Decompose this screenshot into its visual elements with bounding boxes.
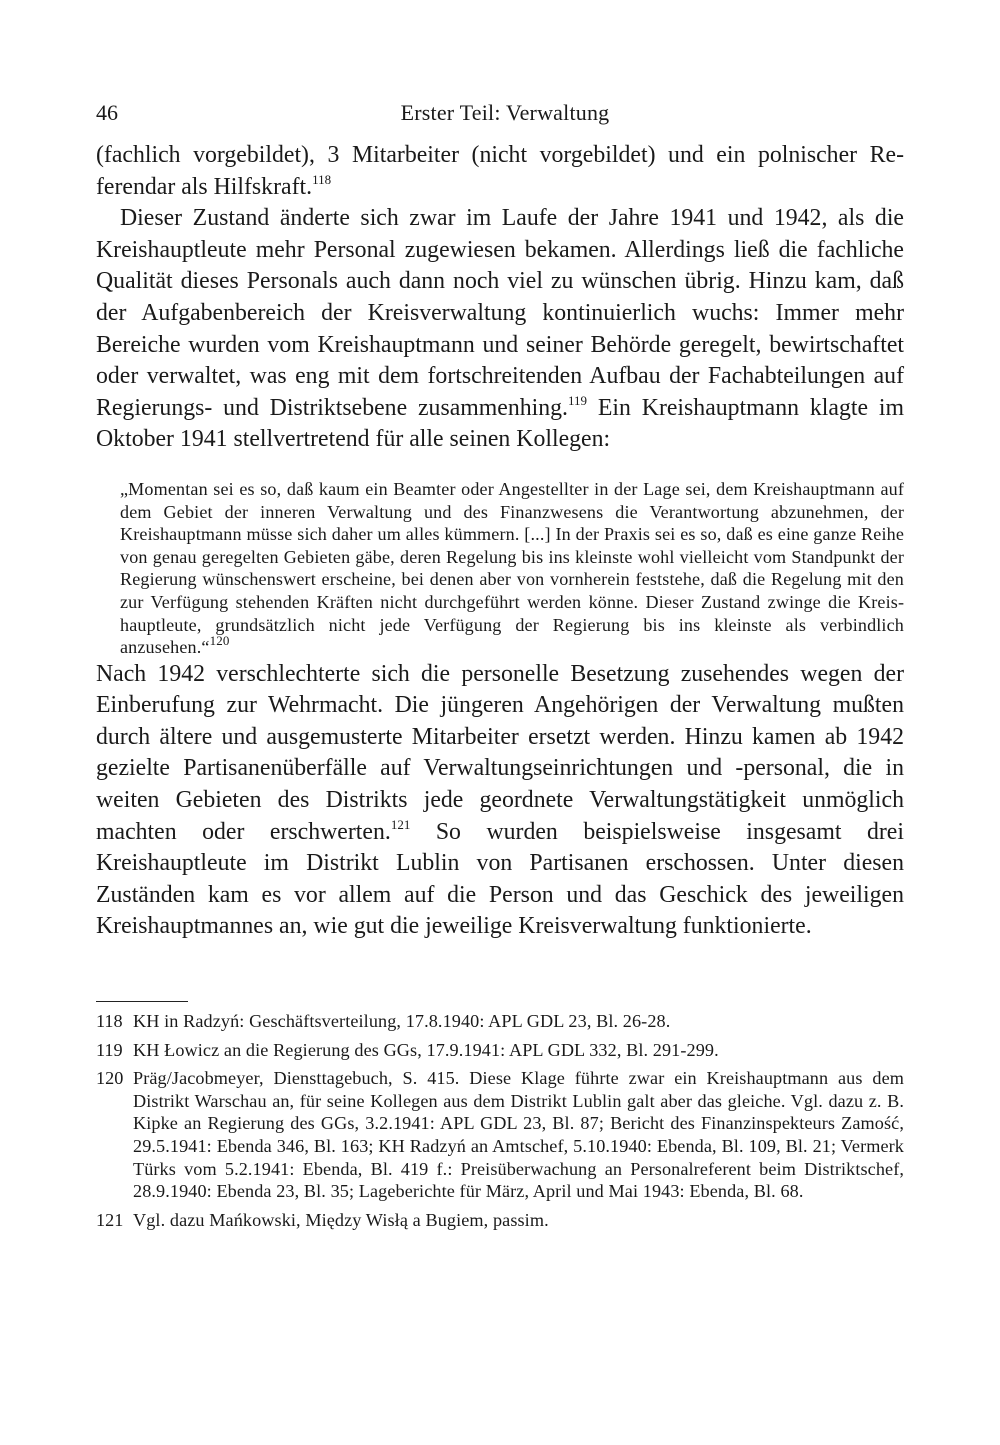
paragraph-2-text-a: Dieser Zustand änderte sich zwar im Laufe der Jahre 1941 und 1942, als die Kreishauptleute mehr Personal zugewiesen bekamen. Allerdings ließ die fachliche Qualität dieses Personals auch dann noch viel zu wünschen übrig. Hinzu kam, daß der Aufgabenbereich der Kreisverwaltung kontinuierlich wuchs: Immer mehr Bereiche wurden vom Kreishauptmann und seiner Behörde geregelt, bewirtschaftet oder verwaltet, was eng mit dem fortschreitenden Aufbau der Fachabteilungen auf Regierungs- und Distriktsebene zusammenhing. [96,205,904,421]
footnote [96,1209,904,1232]
footnote-ref-118: 118 [312,171,332,187]
footnote-text: Vgl. dazu Mańkowski, Między Wisłą a Bugiem, passim. [133,1209,549,1230]
footnote-number: 120 [96,1068,124,1089]
footnote [96,1039,904,1062]
footnotes [96,1010,904,1231]
footnote-text: KH in Radzyń: Geschäftsverteilung, 17.8.1940: APL GDL 23, Bl. 26-28. [133,1011,671,1032]
quote-text: „Momentan sei es so, daß kaum ein Beamter oder Angestellter in der Lage sei, dem Kreishauptmann auf dem Gebiet der inneren Verwaltung und des Finanzwesens die Verantwortung abzunehmen, der Kreishauptmann müsse sich daher um alles kümmern. [...] In der Praxis sei es so, daß es eine ganze Reihe von genau geregelten Gebieten gäbe, deren Regelung bis ins kleinste wohl vielleicht vom Standpunkt der Regierung wünschenswert erscheine, bei denen aber von vornherein feststehe, daß die Regelung mit den zur Verfügung stehenden Kräften nicht durchgeführt werden könne. Dieser Zustand zwinge die Kreishauptleute, grundsätzlich nicht jede Verfügung der Regierung bis ins kleinste als verbindlich anzusehen.“ [120,478,904,658]
paragraph-3-text-a: Nach 1942 verschlechterte sich die personelle Besetzung zusehendes wegen der Einberufung zur Wehrmacht. Die jüngeren Angehörigen der Verwaltung mußten durch ältere und ausgemusterte Mitarbeiter ersetzt werden. Hinzu kamen ab 1942 gezielte Partisanenüberfälle auf Verwaltungseinrichtungen und -personal, die in weiten Gebieten des Distrikts jede geordnete Verwaltungstätigkeit unmöglich machten oder erschwerten. [96,660,904,845]
footnote [96,1067,904,1203]
paragraph-3-text-b: So wurden beispielsweise insgesamt drei Kreishauptleute im Distrikt Lublin von Partisanen erschossen. Unter diesen Zuständen kam es vor allem auf die Person und das Geschick des jeweiligen Kreishauptmannes an, wie gut die jeweilige Kreisverwaltung funktionierte. [96,818,904,940]
footnote-text: KH Łowicz an die Regierung des GGs, 17.9.1941: APL GDL 332, Bl. 291-299. [133,1039,719,1060]
footnote-number: 118 [96,1011,123,1032]
paragraph-1 [96,140,904,203]
main-text [96,140,904,943]
page-content [96,100,904,1231]
page-header [96,100,904,140]
footnote-text: Präg/Jacobmeyer, Diensttagebuch, S. 415. Diese Klage führte zwar ein Kreishauptmann aus dem Distrikt Warschau an, für seine Kollegen aus dem Distrikt Lublin galt aber das gleiche. Vgl. dazu z. B. Kipke an Regierung des GGs, 3.2.1941: APL GDL 23, Bl. 87; Bericht des Finanzinspekteurs Zamość, 29.5.1941: Ebenda 346, Bl. 163; KH Radzyń an Amtschef, 5.10.1940: Ebenda, Bl. 109, Bl. 21; Vermerk Türks vom 5.2.1941: Ebenda, Bl. 419 f.: Preisüberwachung an Personalreferent beim Distriktschef, 28.9.1940: Ebenda 23, Bl. 35; Lageberichte für März, April und Mai 1943: Ebenda, Bl. 68. [133,1068,904,1202]
paragraph-2 [96,203,904,456]
page-number: 46 [96,100,118,125]
paragraph-1-text: (fachlich vorgebildet), 3 Mitarbeiter (nicht vorgebildet) und ein polnischer Referendar als Hilfskraft. [96,142,904,200]
footnote-ref-119: 119 [568,392,588,408]
footnote-number: 119 [96,1039,123,1060]
footnote [96,1010,904,1033]
footnote-ref-120: 120 [209,633,230,649]
running-title: Erster Teil: Verwaltung [400,100,610,125]
footnote-ref-121: 121 [390,816,411,832]
paragraph-3 [96,659,904,943]
paragraph-2-text-b: Ein Kreishauptmann klagte im Oktober 1941 stellvertretend für alle seinen Kollegen: [96,394,904,453]
footnote-divider [96,1001,188,1002]
block-quote [120,478,904,659]
footnote-number: 121 [96,1209,124,1230]
